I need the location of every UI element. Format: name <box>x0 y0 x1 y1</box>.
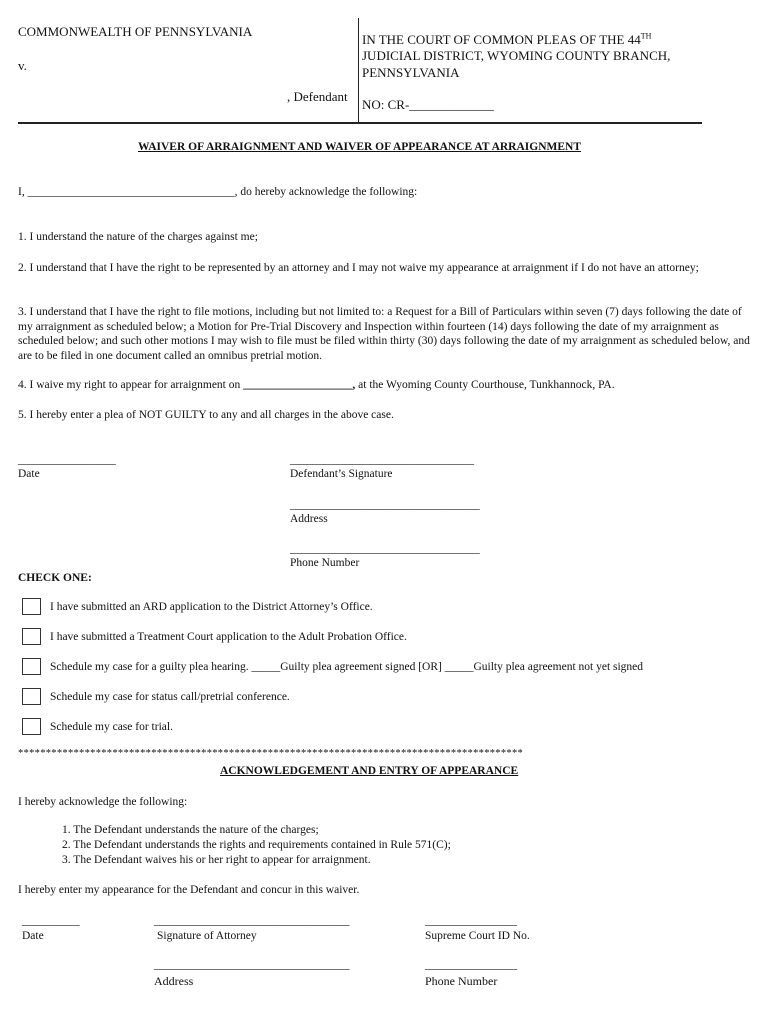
status-call-option-label: Schedule my case for status call/pretrial conference. <box>50 691 290 703</box>
treatment-court-checkbox[interactable] <box>22 628 41 645</box>
guilty-plea-option-label[interactable]: Schedule my case for a guilty plea hearing. _____Guilty plea agreement signed [OR] _____Guilty plea agreement not yet signed <box>50 661 644 673</box>
entry-of-appearance-text: I hereby enter my appearance for the Defendant and concur in this waiver. <box>18 884 360 896</box>
acknowledgement-item-3: 3. The Defendant waives his or her right to appear for arraignment. <box>62 854 371 866</box>
attorney-phone-line[interactable]: ________________ <box>425 959 517 971</box>
acknowledgement-item-2: 2. The Defendant understands the rights and requirements contained in Rule 571(C); <box>62 839 451 851</box>
waiver-item-2: 2. I understand that I have the right to be represented by an attorney and I may not waive my appearance at arraignment if I do not have an attorney; <box>18 262 699 274</box>
header-divider-horizontal <box>18 122 702 124</box>
status-call-checkbox[interactable] <box>22 688 41 705</box>
treatment-court-option-label: I have submitted a Treatment Court application to the Adult Probation Office. <box>50 631 407 643</box>
ard-checkbox[interactable] <box>22 598 41 615</box>
defendant-phone-line[interactable]: _________________________________ <box>290 543 480 555</box>
ard-option-label: I have submitted an ARD application to the District Attorney’s Office. <box>50 601 373 613</box>
commonwealth-caption: COMMONWEALTH OF PENNSYLVANIA <box>18 24 253 39</box>
date-label: Date <box>18 468 40 480</box>
date-signature-line[interactable]: _________________ <box>18 454 116 466</box>
attorney-phone-label: Phone Number <box>425 974 498 988</box>
trial-checkbox[interactable] <box>22 718 41 735</box>
attorney-signature-line[interactable]: __________________________________ <box>154 915 350 927</box>
acknowledgement-item-1: 1. The Defendant understands the nature of the charges; <box>62 824 319 836</box>
attorney-signature-label: Signature of Attorney <box>157 930 257 942</box>
defendant-signature-line[interactable]: ________________________________ <box>290 454 474 466</box>
trial-option-label: Schedule my case for trial. <box>50 721 173 733</box>
court-name-line3: PENNSYLVANIA <box>362 65 460 80</box>
waiver-item-4 <box>18 379 615 391</box>
acknowledgement-intro: I hereby acknowledge the following: <box>18 796 188 808</box>
attorney-address-line[interactable]: __________________________________ <box>154 959 350 971</box>
waiver-intro[interactable]: I, ____________________________________, do hereby acknowledge the following: <box>18 186 418 198</box>
waiver-item-1: 1. I understand the nature of the charges against me; <box>18 231 258 243</box>
waiver-item-5: 5. I hereby enter a plea of NOT GUILTY to any and all charges in the above case. <box>18 409 394 421</box>
section-separator: ******************************************************************************************* <box>18 748 524 759</box>
check-one-heading: CHECK ONE: <box>18 572 92 584</box>
attorney-date-line[interactable]: __________ <box>22 915 80 927</box>
attorney-address-label: Address <box>154 974 194 988</box>
waiver-item-3: 3. I understand that I have the right to file motions, including but not limited to: a Request for a Bill of Particulars within seven (7) days following the date of my arraignment as scheduled below; a Motion for Pre-Trial Discovery and Inspection within fourteen (14) days following the date of my arraignment as scheduled below; and such other motions I may wish to file must be filed within thirty (30) days following the date of my arraignment as scheduled below, and are to be filed in one document called an omnibus pretrial motion. <box>18 306 750 362</box>
defendant-phone-label: Phone Number <box>290 557 360 569</box>
court-ordinal-suffix: TH <box>640 31 652 41</box>
attorney-date-label: Date <box>22 930 44 942</box>
waiver-title: WAIVER OF ARRAIGNMENT AND WAIVER OF APPEARANCE AT ARRAIGNMENT <box>138 141 582 153</box>
court-name-text: IN THE COURT OF COMMON PLEAS OF THE 44 <box>362 32 641 47</box>
waiver-item-4-text: 4. I waive my right to appear for arraignment on <box>18 379 244 391</box>
court-name-line2: JUDICIAL DISTRICT, WYOMING COUNTY BRANCH, <box>362 48 671 63</box>
supreme-court-id-label: Supreme Court ID No. <box>425 930 530 942</box>
case-number-field[interactable]: NO: CR-_____________ <box>362 97 494 112</box>
defendant-address-label: Address <box>290 513 328 525</box>
acknowledgement-title: ACKNOWLEDGEMENT AND ENTRY OF APPEARANCE <box>220 765 519 777</box>
header-divider-vertical <box>358 18 359 122</box>
versus-label: v. <box>18 58 27 73</box>
court-name-line1 <box>362 32 651 48</box>
supreme-court-id-line[interactable]: ________________ <box>425 915 517 927</box>
guilty-plea-checkbox[interactable] <box>22 658 41 675</box>
defendant-signature-label: Defendant’s Signature <box>290 468 393 480</box>
waiver-item-4-location: at the Wyoming County Courthouse, Tunkhannock, PA. <box>355 379 615 391</box>
defendant-caption: , Defendant <box>287 89 348 104</box>
defendant-address-line[interactable]: _________________________________ <box>290 499 480 511</box>
arraignment-date-blank[interactable]: ___________________, <box>243 379 356 391</box>
